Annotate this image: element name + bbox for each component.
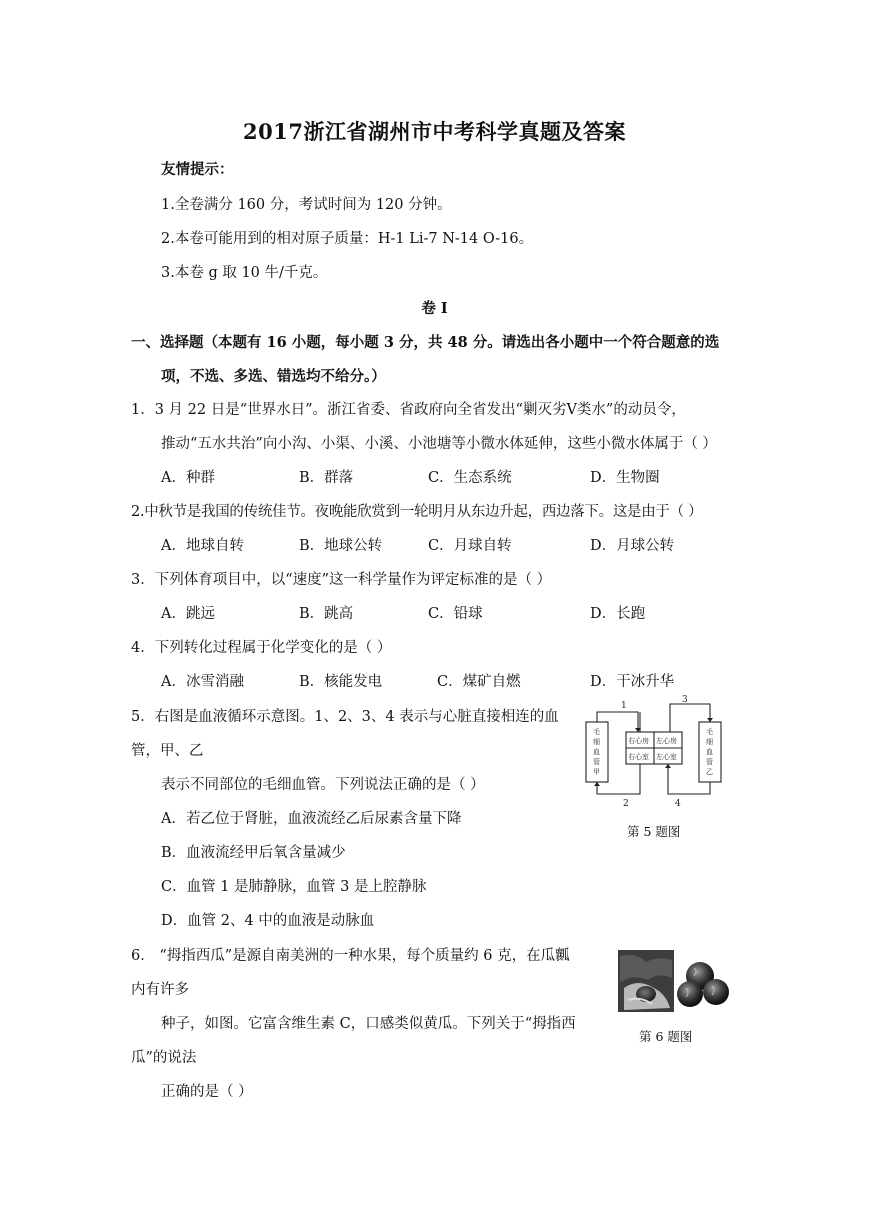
right-box-char-1: 毛	[706, 728, 713, 736]
q6-stem-line-4: 瓜”的说法	[131, 1050, 197, 1066]
thumb-watermelon-photo	[618, 948, 734, 1014]
figure-6-caption: 第 6 题图	[639, 1029, 693, 1044]
left-box-char-4: 管	[593, 758, 600, 766]
q3-option-c: C．铅球	[428, 606, 483, 622]
volume-title: 卷 I	[421, 300, 448, 317]
q3-option-d: D．长跑	[590, 606, 646, 622]
q4-option-a: A．冰雪消融	[161, 674, 244, 690]
q6-stem-line-1: 6． “拇指西瓜”是源自南美洲的一种水果，每个质量约 6 克，在瓜瓤	[131, 948, 570, 964]
left-box-char-3: 血	[593, 748, 600, 756]
q5-stem-line-1: 5．右图是血液循环示意图。1、2、3、4 表示与心脏直接相连的血	[131, 709, 559, 725]
tip-item-1: 1.全卷满分 160 分，考试时间为 120 分钟。	[161, 197, 452, 213]
q5-option-d: D．血管 2、4 中的血液是动脉血	[161, 913, 375, 929]
q2-option-d: D．月球公转	[590, 538, 675, 554]
page-title: 2017浙江省湖州市中考科学真题及答案	[243, 119, 626, 144]
left-box-char-5: 甲	[593, 768, 600, 776]
heart-label-left-atrium: 左心房	[656, 737, 677, 745]
q2-stem: 2.中秋节是我国的传统佳节。夜晚能欣赏到一轮明月从东边升起，西边落下。这是由于（ ）	[131, 504, 703, 520]
q6-stem-line-3: 种子，如图。它富含维生素 C，口感类似黄瓜。下列关于“拇指西	[161, 1016, 576, 1032]
q6-stem-line-5: 正确的是（ ）	[161, 1084, 253, 1100]
q2-option-a: A．地球自转	[161, 538, 244, 554]
figure-5-caption: 第 5 题图	[627, 824, 681, 839]
q1-stem-line-1: 1．3 月 22 日是“世界水日”。浙江省委、省政府向全省发出“剿灭劣Ⅴ类水”的动员令，	[131, 402, 686, 418]
q5-option-a: A．若乙位于肾脏，血液流经乙后尿素含量下降	[161, 811, 462, 827]
right-box-char-2: 细	[706, 738, 713, 746]
heart-label-left-ventricle: 左心室	[656, 753, 677, 761]
q3-option-b: B．跳高	[299, 606, 354, 622]
tip-item-2: 2.本卷可能用到的相对原子质量：H-1 Li-7 N-14 O-16。	[161, 231, 534, 247]
q1-option-d: D．生物圈	[590, 470, 660, 486]
q1-option-a: A．种群	[161, 470, 215, 486]
left-box-char-1: 毛	[593, 728, 600, 736]
q2-option-c: C．月球自转	[428, 538, 512, 554]
vessel-label-4: 4	[675, 799, 681, 809]
section-heading-line-1: 一、选择题（本题有 16 小题，每小题 3 分，共 48 分。请选出各小题中一个符合题意的选	[131, 334, 720, 351]
vessel-label-3: 3	[682, 695, 688, 705]
heart-label-right-ventricle: 右心室	[628, 753, 649, 761]
vessel-label-2: 2	[623, 799, 629, 809]
tips-heading: 友情提示：	[161, 161, 234, 178]
q5-option-c: C．血管 1 是肺静脉，血管 3 是上腔静脉	[161, 879, 427, 895]
tip-item-3: 3.本卷 g 取 10 牛/千克。	[161, 265, 328, 281]
q1-stem-line-2: 推动“五水共治”向小沟、小渠、小溪、小池塘等小微水体延伸，这些小微水体属于（ ）	[161, 436, 717, 452]
vessel-label-1: 1	[621, 701, 627, 711]
right-box-char-4: 管	[706, 758, 713, 766]
left-box-char-2: 细	[593, 738, 600, 746]
right-box-char-3: 血	[706, 748, 713, 756]
q4-stem: 4．下列转化过程属于化学变化的是（ ）	[131, 640, 392, 656]
heart-label-right-atrium: 右心房	[628, 737, 649, 745]
q4-option-c: C．煤矿自燃	[437, 674, 521, 690]
q3-stem: 3．下列体育项目中，以“速度”这一科学量作为评定标准的是（ ）	[131, 572, 552, 588]
q1-option-b: B．群落	[299, 470, 354, 486]
right-box-char-5: 乙	[706, 768, 713, 776]
q4-option-d: D．干冰升华	[590, 674, 675, 690]
blood-circulation-diagram	[580, 694, 730, 810]
q1-option-c: C．生态系统	[428, 470, 512, 486]
q5-stem-line-2: 管，甲、乙	[131, 743, 204, 759]
q5-stem-line-3: 表示不同部位的毛细血管。下列说法正确的是（ ）	[161, 777, 485, 793]
q4-option-b: B．核能发电	[299, 674, 383, 690]
q6-stem-line-2: 内有许多	[131, 982, 189, 998]
section-heading-line-2: 项，不选、多选、错选均不给分。）	[161, 368, 386, 385]
q5-option-b: B．血液流经甲后氧含量减少	[161, 845, 346, 861]
q3-option-a: A．跳远	[161, 606, 215, 622]
q2-option-b: B．地球公转	[299, 538, 383, 554]
